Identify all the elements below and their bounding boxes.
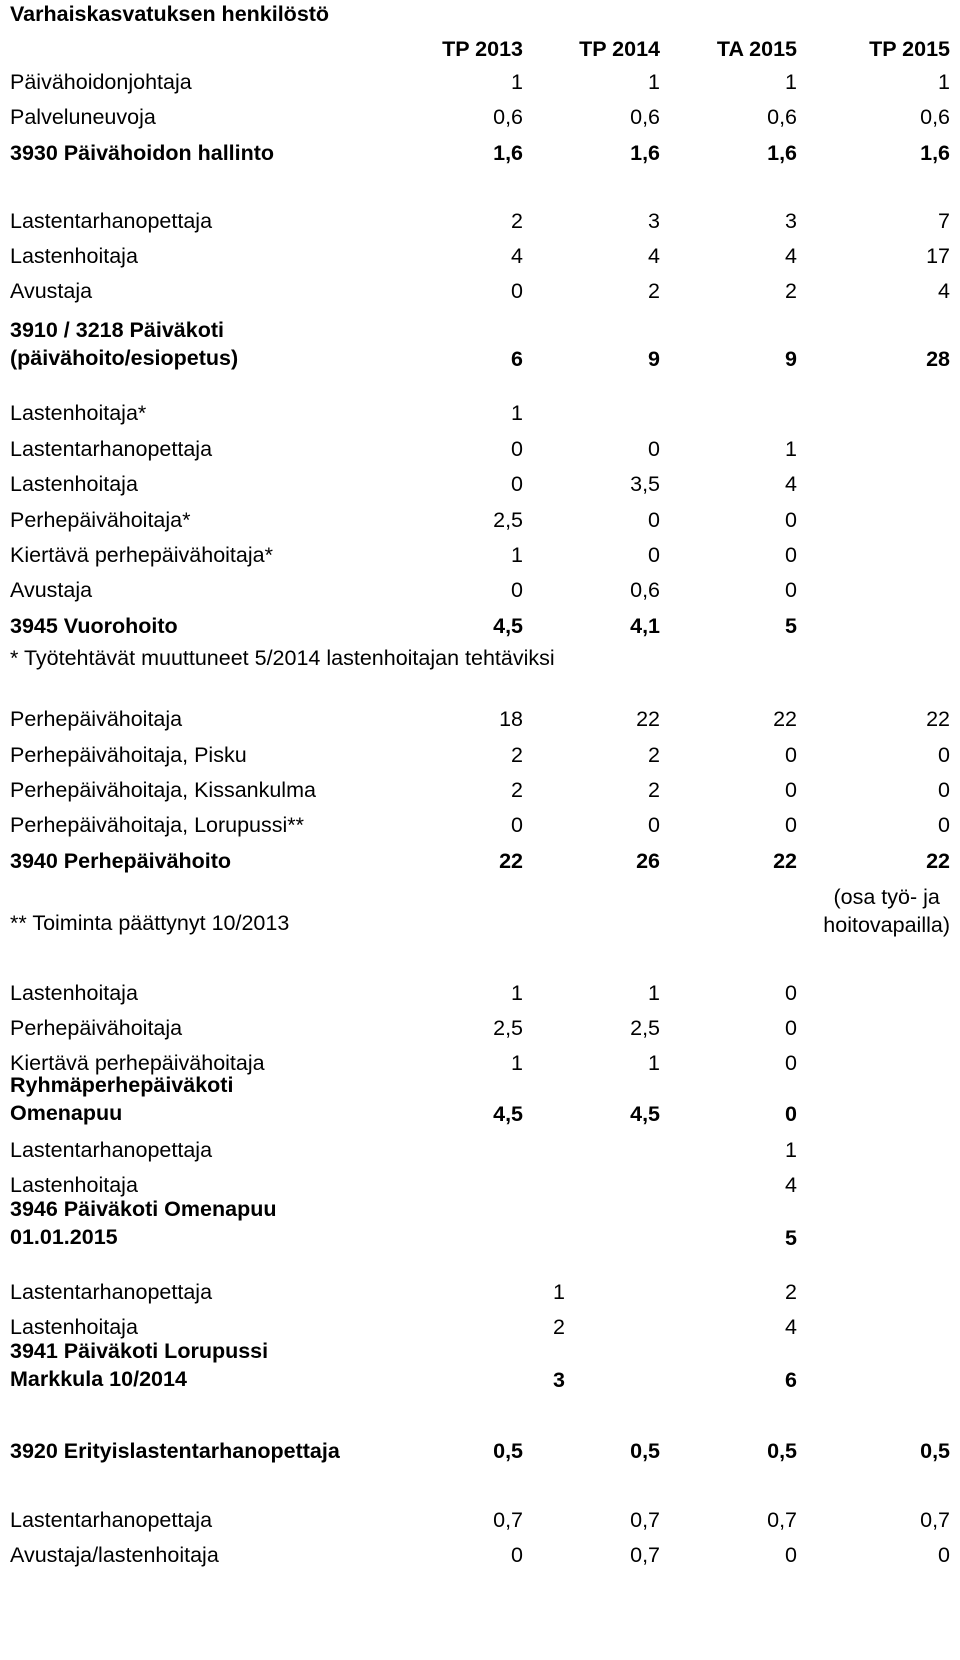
row-label: 3920 Erityislastentarhanopettaja xyxy=(10,1439,340,1463)
cell-value: 2 xyxy=(511,209,523,233)
cell-value: 1 xyxy=(511,1051,523,1075)
cell-value: 0,7 xyxy=(630,1543,660,1567)
row-label: Avustaja/lastenhoitaja xyxy=(10,1543,219,1567)
cell-value: 4,1 xyxy=(630,614,660,638)
cell-value: 2 xyxy=(648,743,660,767)
cell-value: 6 xyxy=(785,1368,797,1392)
row-label: Kiertävä perhepäivähoitaja* xyxy=(10,543,273,567)
cell-value: 1,6 xyxy=(920,141,950,165)
cell-value: 1 xyxy=(785,70,797,94)
cell-value: 0 xyxy=(938,743,950,767)
cell-value: 4,5 xyxy=(493,1102,523,1126)
table-row xyxy=(0,1073,960,1129)
cell-value: 1 xyxy=(938,70,950,94)
cell-value: 5 xyxy=(785,614,797,638)
side-note-line-1: (osa työ- ja xyxy=(833,885,940,909)
cell-value: 0,5 xyxy=(920,1439,950,1463)
cell-value: 0 xyxy=(938,778,950,802)
row-label: Lastenhoitaja xyxy=(10,244,138,268)
table-row xyxy=(0,846,960,876)
cell-value: 1 xyxy=(648,981,660,1005)
table-row xyxy=(0,1540,960,1570)
cell-value: 0 xyxy=(938,813,950,837)
row-label: Lastenhoitaja xyxy=(10,1173,138,1197)
cell-value: 9 xyxy=(648,347,660,371)
table-row xyxy=(0,505,960,535)
row-label xyxy=(10,1337,268,1393)
column-header-tp2014: TP 2014 xyxy=(579,37,660,61)
column-header-ta2015: TA 2015 xyxy=(716,37,797,61)
cell-value: 1 xyxy=(785,1138,797,1162)
cell-value: 1,6 xyxy=(493,141,523,165)
cell-value: 0 xyxy=(648,543,660,567)
row-label: 3945 Vuorohoito xyxy=(10,614,178,638)
table-row xyxy=(0,469,960,499)
side-note xyxy=(823,883,950,939)
cell-value: 2 xyxy=(511,778,523,802)
cell-value: 1 xyxy=(511,401,523,425)
cell-value: 18 xyxy=(499,707,523,731)
row-label-line-1: Ryhmäperhepäiväkoti xyxy=(10,1073,234,1097)
cell-value: 0 xyxy=(785,508,797,532)
cell-value: 1,6 xyxy=(630,141,660,165)
cell-value: 3 xyxy=(648,209,660,233)
cell-value: 5 xyxy=(785,1226,797,1250)
cell-value: 4 xyxy=(648,244,660,268)
footnote-vuorohoito: * Työtehtävät muuttuneet 5/2014 lastenhoitajan tehtäviksi xyxy=(10,646,555,670)
row-label xyxy=(10,316,238,372)
table-row xyxy=(0,1436,960,1466)
row-label-line-1: 3910 / 3218 Päiväkoti xyxy=(10,318,224,342)
cell-value: 22 xyxy=(773,849,797,873)
cell-value: 4 xyxy=(785,472,797,496)
cell-value: 0,6 xyxy=(767,105,797,129)
cell-value: 2,5 xyxy=(493,1016,523,1040)
cell-value: 0 xyxy=(511,437,523,461)
row-label: Lastenhoitaja xyxy=(10,1315,138,1339)
row-label xyxy=(10,1195,276,1251)
cell-value: 2 xyxy=(648,778,660,802)
table-row xyxy=(0,1197,960,1253)
table-row xyxy=(0,67,960,97)
cell-value: 0,5 xyxy=(493,1439,523,1463)
cell-value: 0,6 xyxy=(630,578,660,602)
cell-value: 0,7 xyxy=(630,1508,660,1532)
cell-value: 0 xyxy=(511,472,523,496)
table-row xyxy=(0,775,960,805)
cell-value: 0 xyxy=(648,813,660,837)
row-label: Lastentarhanopettaja xyxy=(10,1280,213,1304)
cell-value: 0 xyxy=(785,813,797,837)
cell-value: 1 xyxy=(511,70,523,94)
row-label: Avustaja xyxy=(10,578,93,602)
column-header-tp2015: TP 2015 xyxy=(869,37,950,61)
table-row xyxy=(0,1277,960,1307)
row-label: Perhepäivähoitaja, Kissankulma xyxy=(10,778,316,802)
row-label-line-2: (päivähoito/esiopetus) xyxy=(10,346,239,370)
cell-value: 22 xyxy=(499,849,523,873)
cell-value: 2 xyxy=(648,279,660,303)
cell-value: 2 xyxy=(785,1280,797,1304)
row-label-line-2: 01.01.2015 xyxy=(10,1225,118,1249)
cell-value: 0 xyxy=(785,981,797,1005)
cell-value: 1 xyxy=(511,543,523,567)
cell-value: 17 xyxy=(926,244,950,268)
cell-value: 0 xyxy=(785,578,797,602)
row-label-line-1: 3941 Päiväkoti Lorupussi xyxy=(10,1339,269,1363)
row-label: Perhepäivähoitaja* xyxy=(10,508,191,532)
row-label: Avustaja xyxy=(10,279,93,303)
row-label: Perhepäivähoitaja, Lorupussi** xyxy=(10,813,305,837)
cell-value: 3 xyxy=(785,209,797,233)
cell-value: 0,7 xyxy=(767,1508,797,1532)
cell-value: 0 xyxy=(648,437,660,461)
cell-value: 0,6 xyxy=(493,105,523,129)
cell-value: 0 xyxy=(785,743,797,767)
table-row xyxy=(0,810,960,840)
cell-value: 22 xyxy=(926,707,950,731)
footnote-toiminta: ** Toiminta päättynyt 10/2013 xyxy=(10,911,290,935)
cell-value: 4,5 xyxy=(493,614,523,638)
cell-value: 0 xyxy=(648,508,660,532)
cell-value: 2 xyxy=(785,279,797,303)
cell-value: 1 xyxy=(785,437,797,461)
cell-value: 0,6 xyxy=(920,105,950,129)
row-label: Perhepäivähoitaja xyxy=(10,707,183,731)
cell-value: 0,7 xyxy=(920,1508,950,1532)
row-label: Lastentarhanopettaja xyxy=(10,437,213,461)
cell-value: 28 xyxy=(926,347,950,371)
cell-value: 0 xyxy=(511,279,523,303)
cell-value: 0,5 xyxy=(630,1439,660,1463)
table-row xyxy=(0,434,960,464)
cell-value: 22 xyxy=(636,707,660,731)
cell-value: 0,7 xyxy=(493,1508,523,1532)
cell-value: 4 xyxy=(938,279,950,303)
table-row xyxy=(0,138,960,168)
row-label: 3930 Päivähoidon hallinto xyxy=(10,141,275,165)
cell-value: 6 xyxy=(511,347,523,371)
cell-value: 1 xyxy=(511,981,523,1005)
cell-value: 1 xyxy=(553,1280,565,1304)
table-row xyxy=(0,318,960,374)
table-row xyxy=(0,1339,960,1395)
cell-value: 1 xyxy=(648,1051,660,1075)
cell-value: 0,6 xyxy=(630,105,660,129)
row-label: Lastentarhanopettaja xyxy=(10,1508,213,1532)
cell-value: 0 xyxy=(511,813,523,837)
table-row xyxy=(0,575,960,605)
cell-value: 2 xyxy=(553,1315,565,1339)
row-label-line-1: 3946 Päiväkoti Omenapuu xyxy=(10,1197,277,1221)
cell-value: 0,5 xyxy=(767,1439,797,1463)
cell-value: 2,5 xyxy=(493,508,523,532)
cell-value: 4,5 xyxy=(630,1102,660,1126)
cell-value: 4 xyxy=(785,244,797,268)
cell-value: 7 xyxy=(938,209,950,233)
table-row xyxy=(0,611,960,641)
table-row xyxy=(0,1135,960,1165)
row-label: Lastentarhanopettaja xyxy=(10,209,213,233)
cell-value: 0 xyxy=(511,578,523,602)
cell-value: 0 xyxy=(785,1016,797,1040)
table-row xyxy=(0,740,960,770)
table-row xyxy=(0,540,960,570)
cell-value: 3,5 xyxy=(630,472,660,496)
cell-value: 22 xyxy=(773,707,797,731)
cell-value: 22 xyxy=(926,849,950,873)
table-row xyxy=(0,704,960,734)
side-note-line-2: hoitovapailla) xyxy=(823,913,950,937)
cell-value: 26 xyxy=(636,849,660,873)
row-label: 3940 Perhepäivähoito xyxy=(10,849,232,873)
row-label: Lastenhoitaja* xyxy=(10,401,147,425)
cell-value: 4 xyxy=(785,1173,797,1197)
cell-value: 0 xyxy=(785,1051,797,1075)
table-row xyxy=(0,978,960,1008)
cell-value: 0 xyxy=(785,1102,797,1126)
cell-value: 0 xyxy=(511,1543,523,1567)
row-label-line-2: Omenapuu xyxy=(10,1101,123,1125)
column-header-tp2013: TP 2013 xyxy=(442,37,523,61)
row-label-line-2: Markkula 10/2014 xyxy=(10,1367,187,1391)
cell-value: 4 xyxy=(785,1315,797,1339)
cell-value: 1,6 xyxy=(767,141,797,165)
row-label: Palveluneuvoja xyxy=(10,105,156,129)
table-row xyxy=(0,206,960,236)
table-row xyxy=(0,102,960,132)
row-label: Lastenhoitaja xyxy=(10,472,138,496)
row-label: Perhepäivähoitaja, Pisku xyxy=(10,743,247,767)
cell-value: 2,5 xyxy=(630,1016,660,1040)
table-row xyxy=(0,1013,960,1043)
cell-value: 0 xyxy=(785,543,797,567)
row-label: Lastenhoitaja xyxy=(10,981,138,1005)
row-label: Päivähoidonjohtaja xyxy=(10,70,192,94)
row-label: Kiertävä perhepäivähoitaja xyxy=(10,1051,265,1075)
row-label: Perhepäivähoitaja xyxy=(10,1016,183,1040)
document-title: Varhaiskasvatuksen henkilöstö xyxy=(10,2,330,26)
table-row xyxy=(0,1505,960,1535)
cell-value: 9 xyxy=(785,347,797,371)
table-row xyxy=(0,241,960,271)
cell-value: 0 xyxy=(785,778,797,802)
table-row xyxy=(0,276,960,306)
cell-value: 0 xyxy=(938,1543,950,1567)
cell-value: 0 xyxy=(785,1543,797,1567)
row-label xyxy=(10,1071,233,1127)
row-label: Lastentarhanopettaja xyxy=(10,1138,213,1162)
table-row xyxy=(0,398,960,428)
cell-value: 3 xyxy=(553,1368,565,1392)
cell-value: 4 xyxy=(511,244,523,268)
cell-value: 2 xyxy=(511,743,523,767)
cell-value: 1 xyxy=(648,70,660,94)
